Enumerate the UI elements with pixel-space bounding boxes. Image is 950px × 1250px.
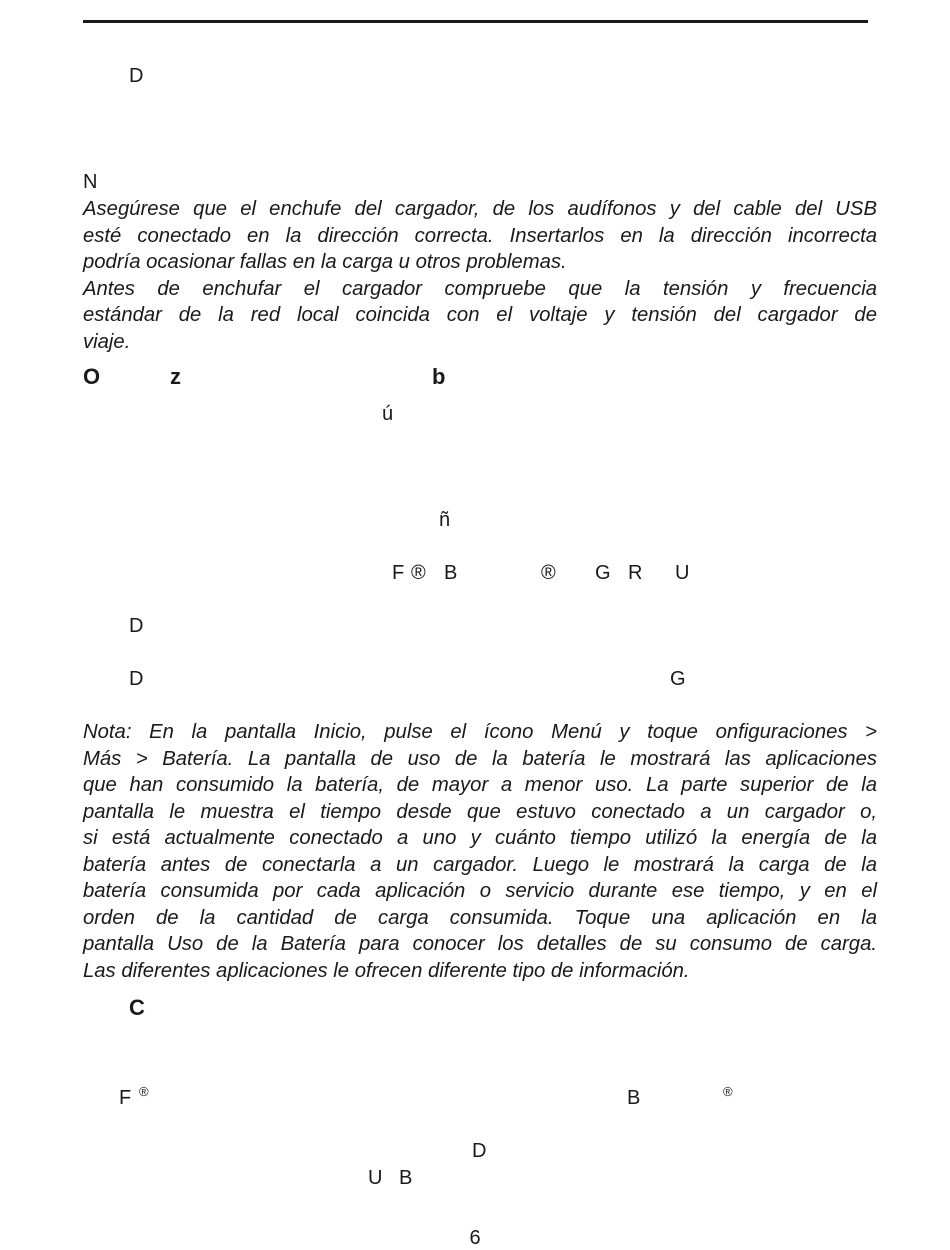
warning-line: Antes de enchufar el cargador compruebe que la tensión y frecuencia — [83, 277, 877, 300]
text-fragment: B — [399, 1167, 413, 1189]
registered-mark: ® — [541, 562, 556, 584]
heading-fragment: C — [129, 995, 145, 1020]
heading-fragment: z — [170, 364, 181, 389]
warning-line: estándar de la red local coincida con el voltaje y tensión del cargador de — [83, 304, 877, 326]
text-fragment: B — [627, 1087, 641, 1109]
header-rule — [83, 20, 868, 23]
registered-mark: ® — [139, 1084, 149, 1099]
warning-line: esté conectado en la dirección correcta. Insertarlos en la dirección incorrecta — [83, 224, 877, 247]
note-line: pantalla Uso de la Batería para conocer los detalles de su consumo de carga. — [83, 933, 877, 955]
warning-paragraph — [83, 196, 877, 355]
note-line: Más > Batería. La pantalla de uso de la batería le mostrará las aplicaciones — [83, 747, 877, 770]
text-fragment: D — [472, 1140, 487, 1162]
text-fragment: U — [368, 1167, 383, 1189]
text-fragment: F — [392, 562, 405, 584]
note-line: Nota: En la pantalla Inicio, pulse el ícono Menú y toque onfiguraciones > — [83, 721, 877, 743]
text-fragment: U — [675, 562, 690, 584]
text-fragment: ñ — [439, 509, 451, 531]
warning-line: Asegúrese que el enchufe del cargador, de los audífonos y del cable del USB — [83, 198, 877, 220]
text-fragment: D — [129, 65, 144, 87]
text-fragment: D — [129, 615, 144, 637]
warning-line: podría ocasionar fallas en la carga u otros problemas. — [83, 251, 567, 273]
text-fragment: B — [444, 562, 458, 584]
text-fragment: F — [119, 1087, 132, 1109]
registered-mark: ® — [411, 562, 426, 584]
note-line: batería antes de conectarla a un cargador. Luego le mostrará la carga de la — [83, 853, 877, 876]
note-line: que han consumido la batería, de mayor a menor uso. La parte superior de la — [83, 774, 877, 796]
note-line: Las diferentes aplicaciones le ofrecen diferente tipo de información. — [83, 959, 690, 982]
text-fragment: G — [595, 562, 611, 584]
page-number: 6 — [469, 1227, 481, 1249]
note-line: batería consumida por cada aplicación o servicio durante ese tiempo, y en el — [83, 880, 877, 902]
registered-mark: ® — [723, 1084, 733, 1099]
text-fragment: R — [628, 562, 643, 584]
note-line: si está actualmente conectado a uno y cuánto tiempo utilizó la energía de la — [83, 827, 877, 849]
note-line: orden de la cantidad de carga consumida. Toque una aplicación en la — [83, 906, 877, 929]
text-fragment: D — [129, 668, 144, 690]
heading-fragment: O — [83, 364, 101, 389]
note-paragraph — [83, 719, 877, 984]
heading-fragment: b — [432, 364, 446, 389]
text-fragment: ú — [382, 403, 394, 425]
text-fragment: G — [670, 668, 686, 690]
text-fragment: N — [83, 171, 98, 193]
warning-line: viaje. — [83, 330, 131, 353]
note-line: pantalla le muestra el tiempo desde que estuvo conectado a un cargador o, — [83, 800, 877, 823]
